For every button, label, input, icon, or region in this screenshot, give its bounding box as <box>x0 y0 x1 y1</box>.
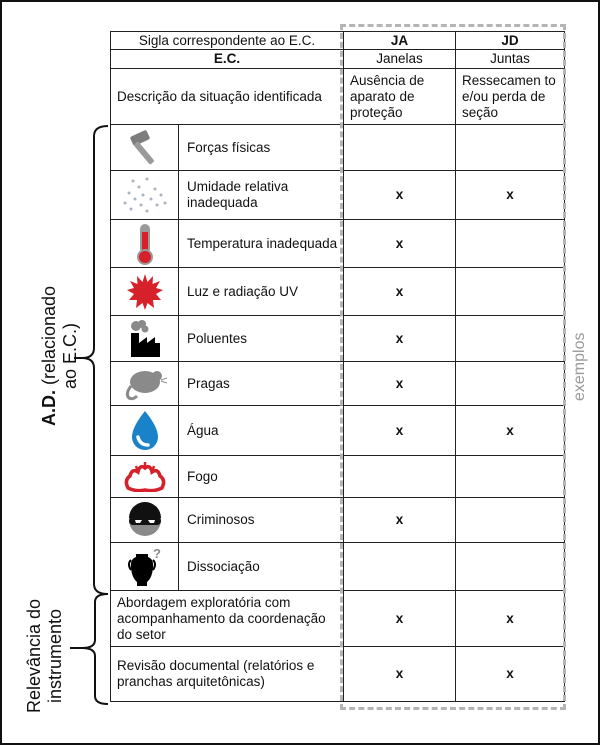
agent-label: Criminosos <box>179 498 344 543</box>
instrument-label: Abordagem exploratória com acompanhamento da coordenação do setor <box>111 591 344 647</box>
sigla-ja: JA <box>344 32 456 50</box>
agent-label: Dissociação <box>179 543 344 591</box>
hammer-icon <box>111 128 178 168</box>
svg-text:?: ? <box>152 545 161 561</box>
ad-group-label: A.D. (relacionado ao E.C.) <box>39 285 80 427</box>
cell-ja: x <box>344 316 456 362</box>
ec-jd: Juntas <box>456 50 565 69</box>
vase-question-icon <box>111 546 178 588</box>
masked-criminal-icon <box>111 502 178 538</box>
cell-ja: x <box>344 591 456 647</box>
desc-header: Descrição da situação identificada <box>111 69 344 125</box>
cell-ja: x <box>344 498 456 543</box>
cell-jd: x <box>456 647 565 702</box>
agent-label: Fogo <box>179 456 344 498</box>
ec-ja: Janelas <box>344 50 456 69</box>
sigla-header: Sigla correspondente ao E.C. <box>111 32 344 50</box>
ec-header: E.C. <box>111 50 344 69</box>
thermometer-icon <box>111 222 178 266</box>
rodent-icon <box>111 366 178 402</box>
cell-jd: x <box>456 406 565 456</box>
ad-group-brace <box>74 124 110 596</box>
factory-icon <box>111 319 178 359</box>
agent-label: Poluentes <box>179 316 344 362</box>
instrument-label: Revisão documental (relatórios e pranchas arquitetônicas) <box>111 647 344 702</box>
agent-label: Pragas <box>179 362 344 406</box>
desc-ja: Ausência de aparato de proteção <box>344 69 456 125</box>
examples-dashed-outline <box>340 24 566 710</box>
humidity-dots-icon <box>111 175 178 215</box>
relevancia-group-label: Relevância do instrumento <box>24 598 65 714</box>
cell-ja: x <box>344 406 456 456</box>
examples-label: exemplos <box>571 332 588 401</box>
cell-ja: x <box>344 268 456 316</box>
cell-jd: x <box>456 591 565 647</box>
cell-ja: x <box>344 220 456 268</box>
agent-label: Forças físicas <box>179 125 344 171</box>
desc-jd: Ressecamen to e/ou perda de seção <box>456 69 565 125</box>
water-drop-icon <box>111 409 178 453</box>
sigla-jd: JD <box>456 32 565 50</box>
agent-label: Água <box>179 406 344 456</box>
sun-burst-icon <box>111 273 178 311</box>
relevancia-group-brace <box>70 592 110 708</box>
agent-label: Luz e radiação UV <box>179 268 344 316</box>
cell-ja: x <box>344 362 456 406</box>
cell-ja: x <box>344 647 456 702</box>
agent-label: Umidade relativa inadequada <box>179 171 344 220</box>
cell-ja: x <box>344 171 456 220</box>
agent-label: Temperatura inadequada <box>179 220 344 268</box>
cell-jd: x <box>456 171 565 220</box>
fire-icon <box>111 462 178 492</box>
